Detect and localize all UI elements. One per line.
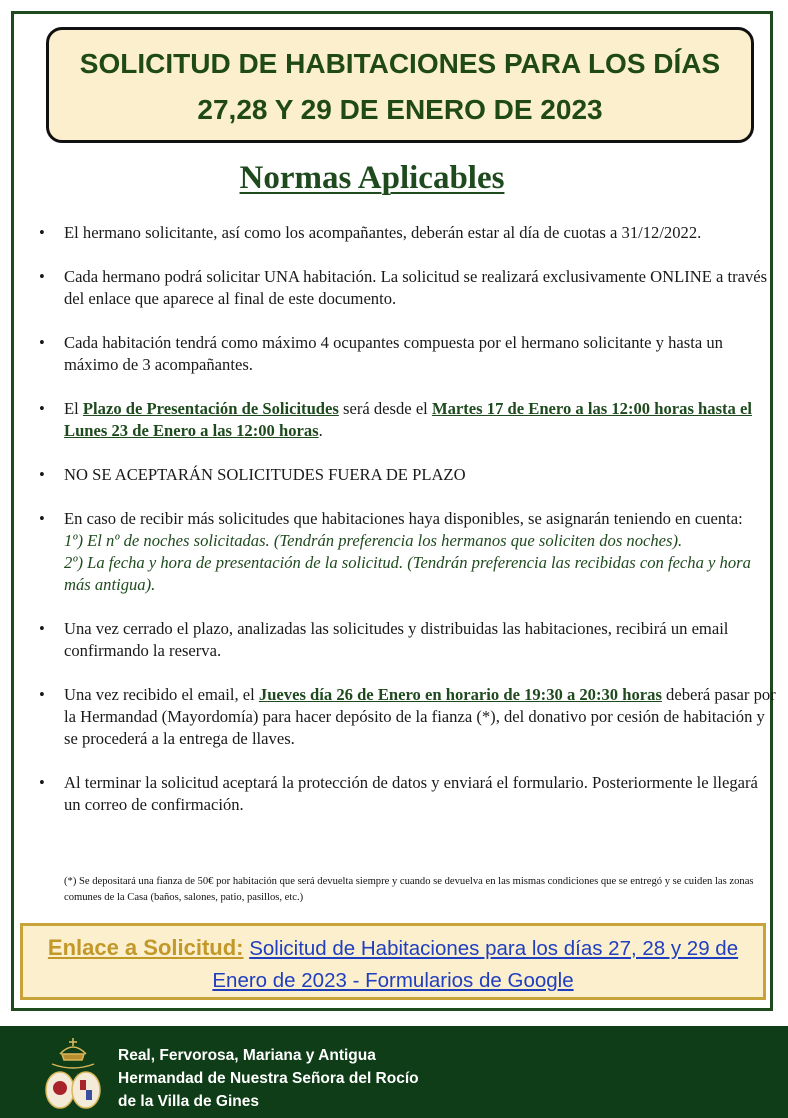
- rules-list: [36, 222, 776, 838]
- brotherhood-crest-icon: [38, 1034, 108, 1114]
- rule-item: [36, 332, 776, 376]
- rule-text: Al terminar la solicitud aceptará la protección de datos y enviará el formulario. Posteriormente le llegará un correo de confirmación.: [64, 773, 758, 814]
- rule-text-part: .: [318, 421, 323, 440]
- bullet-icon: •: [39, 685, 45, 704]
- rule-text-part: El: [64, 399, 83, 418]
- footer-line-2: Hermandad de Nuestra Señora del Rocío: [118, 1070, 419, 1087]
- rule-item: [36, 772, 776, 816]
- rule-item: [36, 222, 776, 244]
- rule-item: [36, 508, 776, 596]
- title-line-2: 27,28 Y 29 DE ENERO DE 2023: [197, 94, 603, 125]
- rule-text: Cada habitación tendrá como máximo 4 ocupantes compuesta por el hermano solicitante y hasta un máximo de 3 acompañantes.: [64, 333, 723, 374]
- rule-text: NO SE ACEPTARÁN SOLICITUDES FUERA DE PLAZO: [64, 465, 466, 484]
- deadline-dates: Martes 17 de Enero a las 12:00 horas hasta el Lunes 23 de Enero a las 12:00 horas: [64, 399, 752, 440]
- title-banner: [46, 27, 754, 143]
- rule-intro: En caso de recibir más solicitudes que habitaciones haya disponibles, se asignarán teniendo en cuenta:: [64, 509, 743, 528]
- link-label: Enlace a Solicitud:: [47, 935, 244, 960]
- form-link[interactable]: Solicitud de Habitaciones para los días 27, 28 y 29 de Enero de 2023 - Formularios de Google: [212, 937, 739, 992]
- rule-text: [64, 684, 776, 750]
- rule-item: [36, 684, 776, 750]
- rule-text-part: deberá pasar por la Hermandad (Mayordomía) para hacer depósito de la fianza (*), del donativo por cesión de habitación y se procederá a la entrega de llaves.: [64, 685, 776, 748]
- bullet-icon: •: [39, 773, 45, 792]
- criterion-1: 1º) El nº de noches solicitadas. (Tendrán preferencia los hermanos que soliciten dos noches).: [64, 531, 683, 550]
- rule-text-part: será desde el: [338, 399, 432, 418]
- rule-text: Cada hermano podrá solicitar UNA habitación. La solicitud se realizará exclusivamente ONLINE a través del enlace que aparece al final de este documento.: [64, 267, 768, 308]
- rule-item: [36, 464, 776, 486]
- title-line-1: SOLICITUD DE HABITACIONES PARA LOS DÍAS: [79, 48, 721, 79]
- section-heading: [0, 158, 744, 198]
- bullet-icon: •: [39, 333, 45, 352]
- bullet-icon: •: [39, 465, 45, 484]
- deadline-label: Plazo de Presentación de Solicitudes: [82, 399, 339, 418]
- footnote: (*) Se depositará una fianza de 50€ por habitación que será devuelta siempre y cuando se devuelva en las mismas condiciones que se entregó y se cuiden las zonas comunes de la Casa (baños, salones, patio, pasillos, etc.): [64, 876, 754, 903]
- bullet-icon: •: [39, 619, 45, 638]
- rule-item: [36, 618, 776, 662]
- footer-text: [118, 1044, 419, 1113]
- bullet-icon: •: [39, 509, 45, 528]
- rule-text: [64, 398, 776, 442]
- rule-text-part: Una vez recibido el email, el: [64, 685, 259, 704]
- pickup-schedule: Jueves día 26 de Enero en horario de 19:30 a 20:30 horas: [258, 685, 662, 704]
- rule-item: [36, 398, 776, 442]
- link-box: [20, 923, 766, 1000]
- rule-item: [36, 266, 776, 310]
- rule-text: Una vez cerrado el plazo, analizadas las solicitudes y distribuidas las habitaciones, recibirá un email confirmando la reserva.: [64, 619, 729, 660]
- bullet-icon: •: [39, 267, 45, 286]
- criterion-2: 2º) La fecha y hora de presentación de la solicitud. (Tendrán preferencia las recibidas con fecha y hora más antigua).: [64, 553, 751, 594]
- bullet-icon: •: [39, 399, 45, 418]
- heading-text: Normas Aplicables: [239, 160, 505, 196]
- footer-line-3: de la Villa de Gines: [118, 1093, 259, 1110]
- bullet-icon: •: [39, 223, 45, 242]
- footer-band: [0, 1026, 788, 1118]
- footer-line-1: Real, Fervorosa, Mariana y Antigua: [118, 1047, 376, 1064]
- rule-text: [64, 508, 776, 596]
- rule-text: El hermano solicitante, así como los acompañantes, deberán estar al día de cuotas a 31/12/2022.: [64, 223, 702, 242]
